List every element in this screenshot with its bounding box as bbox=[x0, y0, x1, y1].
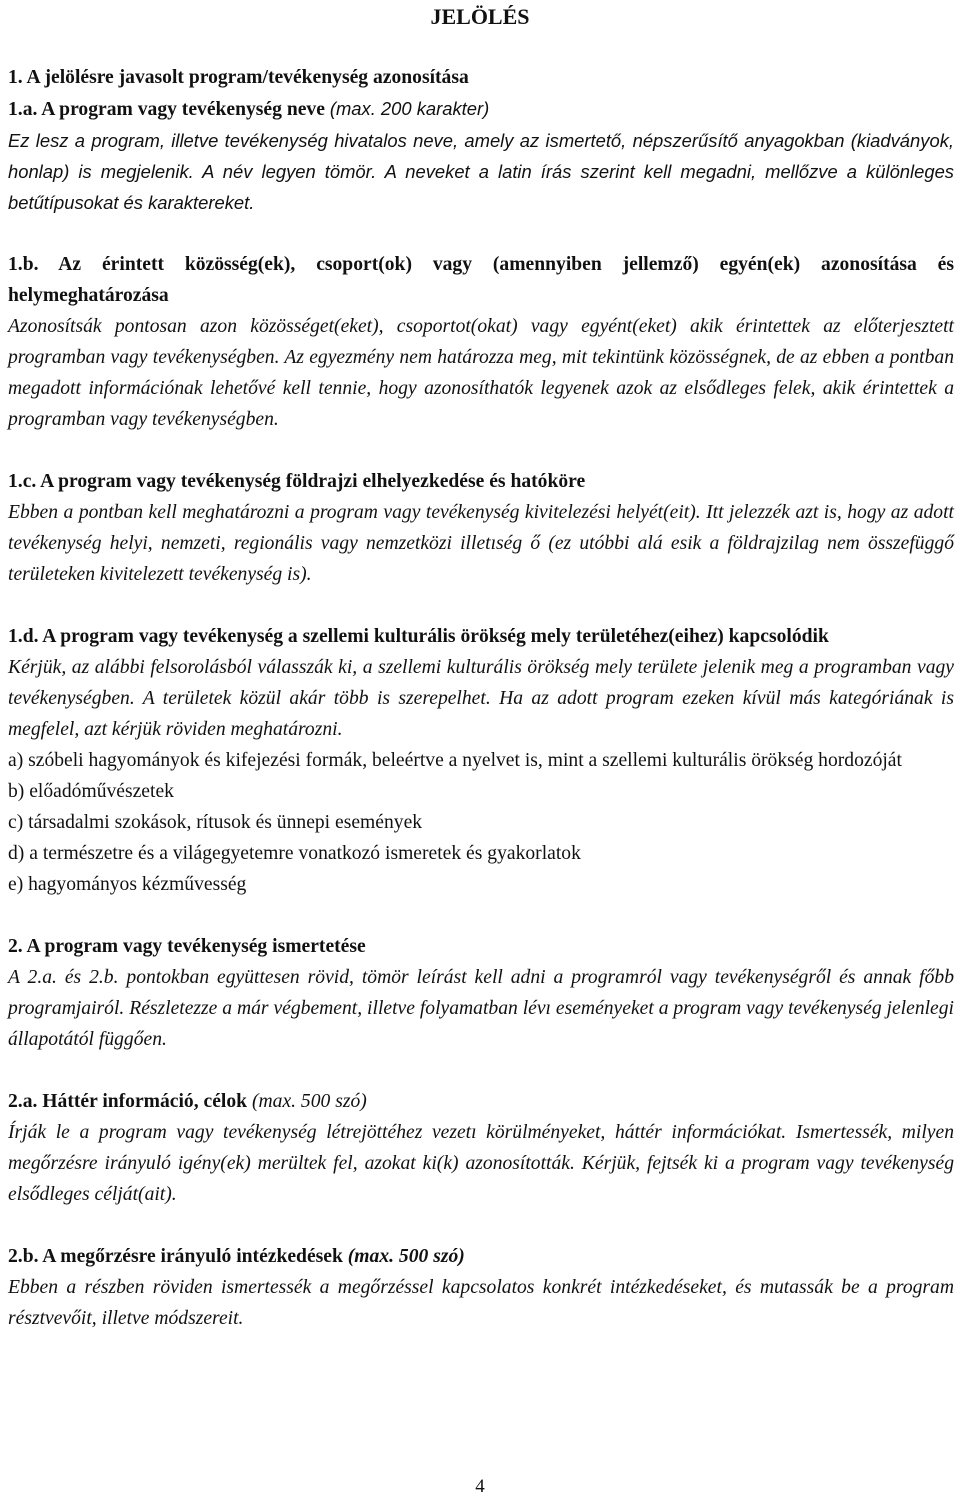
list-item: e) hagyományos kézművesség bbox=[8, 874, 247, 895]
document-body bbox=[8, 62, 954, 1334]
section-2a-heading: 2.a. Háttér információ, célok (max. 500 szó) bbox=[8, 1091, 367, 1112]
section-1d-heading: 1.d. A program vagy tevékenység a szellemi kulturális örökség mely területéhez(eihez) kapcsolódik bbox=[8, 626, 829, 647]
section-1a-body: Ez lesz a program, illetve tevékenység hivatalos neve, amely az ismertető, népszerűsítő anyagokban (kiadványok, honlap) is megjelenik. A név legyen tömör. A neveket a latin írás szerint kell megadni, mellőzve a különleges betűtípusokat és karaktereket. bbox=[8, 130, 954, 213]
list-item: a) szóbeli hagyományok és kifejezési formák, beleértve a nyelvet is, mint a szellemi kulturális örökség hordozóját bbox=[8, 750, 902, 771]
section-2-body: A 2.a. és 2.b. pontokban együttesen rövid, tömör leírást kell adni a programról vagy tevékenységről és annak főbb programjairól. Részletezze a már végbement, illetve folyamatban lévı eseményeket a program vagy tevékenység jelenlegi állapotától függően. bbox=[8, 967, 954, 1050]
list-item: d) a természetre és a világegyetemre vonatkozó ismeretek és gyakorlatok bbox=[8, 843, 581, 864]
section-2a-body: Írják le a program vagy tevékenység létrejöttéhez vezetı körülményeket, háttér információkat. Ismertessék, milyen megőrzésre irányuló igény(ek) merültek fel, azokat ki(k) azonosították. Kérjük, fejtsék ki a program vagy tevékenység elsődleges célját(ait). bbox=[8, 1122, 954, 1205]
section-1c-body: Ebben a pontban kell meghatározni a program vagy tevékenység kivitelezési helyét(eit). Itt jelezzék azt is, hogy az adott tevékenység helyi, nemzeti, regionális vagy nemzetközi illetıség ő (ez utóbbi alá esik a földrajzilag nem összefüggő területeken kivitelezett tevékenység is). bbox=[8, 502, 954, 585]
section-2b-heading: 2.b. A megőrzésre irányuló intézkedések (max. 500 szó) bbox=[8, 1246, 465, 1267]
section-1-heading: 1. A jelölésre javasolt program/tevékenység azonosítása bbox=[8, 67, 469, 88]
section-1a-note: (max. 200 karakter) bbox=[329, 98, 490, 119]
page-number: 4 bbox=[475, 1476, 485, 1497]
section-1b-body: Azonosítsák pontosan azon közösséget(eket), csoportot(okat) vagy egyént(eket) akik érintettek az előterjesztett programban vagy tevékenységben. Az egyezmény nem határozza meg, mit tekintünk közösségnek, de az ebben a pontban megadott információnak lehetővé kell tennie, hogy azonosíthatók legyenek azok az elsődleges felek, akik érintettek a programban vagy tevékenységben. bbox=[8, 316, 954, 430]
section-2a-note: (max. 500 szó) bbox=[251, 1091, 367, 1112]
section-2b-note: (max. 500 szó) bbox=[347, 1246, 465, 1267]
section-1d-body: Kérjük, az alábbi felsorolásból válasszák ki, a szellemi kulturális örökség mely területe jelenik meg a programban vagy tevékenységben. A területek közül akár több is szerepelhet. Ha az adott program ezeken kívül más kategóriának is megfelel, azt kérjük röviden meghatározni. bbox=[8, 657, 954, 740]
section-1b-heading: 1.b. Az érintett közösség(ek), csoport(ok) vagy (amennyiben jellemző) egyén(ek) azonosítása és helymeghatározása bbox=[8, 254, 954, 306]
section-1c-heading: 1.c. A program vagy tevékenység földrajzi elhelyezkedése és hatóköre bbox=[8, 471, 586, 492]
section-2b-body: Ebben a részben röviden ismertessék a megőrzéssel kapcsolatos konkrét intézkedéseket, és mutassák be a program résztvevőit, illetve módszereit. bbox=[8, 1277, 954, 1329]
list-item: c) társadalmi szokások, rítusok és ünnepi események bbox=[8, 812, 423, 833]
section-2-heading: 2. A program vagy tevékenység ismertetése bbox=[8, 936, 366, 957]
list-item: b) előadóművészetek bbox=[8, 781, 174, 802]
section-1a-heading: 1.a. A program vagy tevékenység neve (max. 200 karakter) bbox=[8, 98, 490, 120]
page-title: JELÖLÉS bbox=[430, 4, 530, 29]
